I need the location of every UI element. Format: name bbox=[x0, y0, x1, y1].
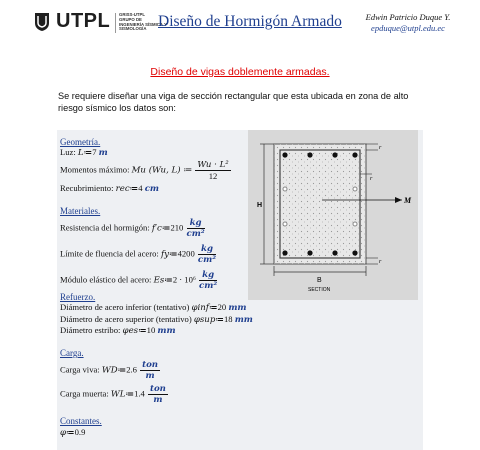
logo-group-line: INGENIERÍA SÍSMICA Y bbox=[119, 21, 167, 27]
phi-sup-value: 18 bbox=[223, 314, 233, 324]
logo-divider bbox=[115, 13, 116, 33]
logo-group-line: GRUPO DE bbox=[119, 16, 142, 22]
label-r-bot: r bbox=[379, 259, 382, 265]
carga-muerta-line: Carga muerta: WL≔1.4 $\frac{\text{ton}}{m}$ bbox=[60, 384, 166, 405]
side-bar bbox=[353, 187, 357, 191]
es-unit-num: kg bbox=[199, 270, 217, 281]
phi-sup-line: Diámetro de acero superior (tentativo) φsup≔18 mm bbox=[60, 314, 253, 325]
heading-materiales: Materiales. bbox=[60, 206, 101, 216]
beam-section-figure bbox=[252, 134, 414, 294]
section-title: Diseño de vigas doblemente armadas. bbox=[150, 66, 330, 78]
luz-label: Luz: bbox=[60, 147, 76, 157]
phi-inf-line: Diámetro de acero inferior (tentativo) φinf≔20 mm bbox=[60, 302, 247, 313]
utpl-logo bbox=[33, 10, 167, 34]
momentos-numerator: Wu · L² bbox=[197, 160, 229, 170]
fy-unit-den: cm² bbox=[197, 255, 217, 265]
recubrimiento-value: 4 bbox=[138, 183, 143, 193]
carga-muerta-unit-num: ton bbox=[149, 384, 166, 394]
carga-muerta-unit-den: m bbox=[153, 395, 163, 405]
phi-line: φ≔0.9 bbox=[60, 427, 86, 438]
es-unit bbox=[199, 270, 217, 291]
fc-unit-num: kg bbox=[187, 218, 205, 229]
momentos-fraction bbox=[195, 160, 230, 181]
top-bar bbox=[282, 152, 287, 157]
momentos-expression: Mu (Wu, L) ≔ bbox=[131, 165, 193, 176]
fc-unit-den: cm² bbox=[186, 229, 205, 239]
author-email: epduque@utpl.edu.ec bbox=[371, 23, 445, 33]
fy-value: 4200 bbox=[177, 248, 195, 259]
fy-line: Límite de fluencia del acero: fy≔4200 $\frac{kg}{\text{cm²}}$ bbox=[60, 244, 217, 265]
side-bar bbox=[283, 187, 287, 191]
heading-constantes: Constantes. bbox=[60, 416, 102, 426]
recubrimiento-symbol: rec bbox=[115, 184, 130, 194]
logo-group-line: SISMOLOGÍA bbox=[119, 26, 147, 32]
label-b: B bbox=[317, 277, 322, 284]
fy-unit-num: kg bbox=[198, 244, 216, 255]
label-r-top: r bbox=[379, 145, 382, 151]
luz-line: Luz: L≔7 m bbox=[60, 147, 108, 158]
carga-viva-label: Carga viva: bbox=[60, 364, 100, 375]
bottom-bar bbox=[282, 250, 287, 255]
phi-es-unit: mm bbox=[157, 326, 176, 336]
carga-muerta-symbol: WL bbox=[110, 389, 126, 400]
side-bar bbox=[283, 222, 287, 226]
phi-value: 0.9 bbox=[74, 427, 86, 437]
bottom-bar bbox=[332, 250, 337, 255]
carga-viva-unit bbox=[140, 360, 160, 381]
author-block bbox=[352, 12, 464, 34]
es-line: Módulo elástico del acero: Es≔2 · 10⁶ $\frac{kg}{\text{cm²}}$ bbox=[60, 270, 218, 291]
side-bar bbox=[353, 222, 357, 226]
recubrimiento-unit: cm bbox=[144, 184, 160, 194]
fc-value: 210 bbox=[170, 222, 184, 233]
top-bar bbox=[332, 152, 337, 157]
bottom-bar bbox=[352, 250, 357, 255]
phi-sup-symbol: φsup bbox=[193, 315, 216, 325]
heading-geometria: Geometría. bbox=[60, 137, 101, 147]
utpl-seal-icon bbox=[33, 12, 51, 32]
top-bar bbox=[307, 152, 312, 157]
phi-sup-unit: mm bbox=[234, 315, 253, 325]
momentos-line bbox=[60, 160, 232, 181]
beam-concrete-texture bbox=[274, 144, 366, 264]
author-name: Edwin Patricio Duque Y. bbox=[365, 12, 451, 22]
phi-es-symbol: φes bbox=[122, 326, 139, 336]
phi-symbol: φ bbox=[60, 428, 67, 438]
document-title: Diseño de Hormigón Armado bbox=[158, 13, 342, 30]
label-m: M bbox=[404, 196, 412, 205]
luz-unit: m bbox=[98, 148, 108, 158]
label-section: SECTION bbox=[308, 287, 331, 293]
es-value: 2 · 10⁶ bbox=[172, 274, 196, 285]
carga-viva-value: 2.6 bbox=[126, 364, 137, 375]
carga-muerta-unit bbox=[148, 384, 168, 405]
momentos-label: Momentos máximo: bbox=[60, 164, 130, 175]
moment-arrowhead bbox=[395, 197, 402, 203]
phi-sup-label: Diámetro de acero superior (tentativo) bbox=[60, 314, 192, 324]
heading-carga: Carga. bbox=[60, 348, 84, 358]
phi-es-line: Diámetro estribo: φes≔10 mm bbox=[60, 325, 176, 336]
carga-muerta-value: 1.4 bbox=[134, 388, 145, 399]
label-h: H bbox=[257, 202, 263, 209]
momentos-denominator: 12 bbox=[208, 171, 218, 181]
fc-symbol: f′c bbox=[151, 223, 162, 234]
phi-inf-unit: mm bbox=[228, 303, 247, 313]
es-symbol: Es bbox=[153, 275, 165, 286]
label-r-mid: r bbox=[370, 176, 373, 182]
phi-inf-value: 20 bbox=[217, 302, 227, 312]
carga-viva-unit-den: m bbox=[145, 371, 155, 381]
bottom-bar bbox=[307, 250, 312, 255]
fc-unit bbox=[187, 218, 205, 239]
es-unit-den: cm² bbox=[199, 281, 218, 291]
logo-text: UTPL bbox=[56, 10, 111, 32]
phi-es-label: Diámetro estribo: bbox=[60, 325, 121, 335]
luz-symbol: L bbox=[77, 148, 84, 158]
fy-label: Límite de fluencia del acero: bbox=[60, 248, 159, 259]
heading-refuerzo: Refuerzo. bbox=[60, 292, 96, 302]
carga-muerta-label: Carga muerta: bbox=[60, 388, 109, 399]
fy-unit bbox=[198, 244, 216, 265]
carga-viva-unit-num: ton bbox=[142, 360, 159, 370]
fc-line: Resistencia del hormigón: f′c≔210 $\frac{kg}{\text{cm²}}$ bbox=[60, 218, 205, 239]
intro-paragraph: Se requiere diseñar una viga de sección rectangular que esta ubicada en zona de alto riesgo sísmico los datos son: bbox=[58, 91, 409, 113]
phi-inf-symbol: φinf bbox=[191, 303, 209, 313]
logo-group-line: GRISS-UTPL bbox=[119, 12, 146, 17]
luz-value: 7 bbox=[92, 147, 97, 157]
top-bar bbox=[352, 152, 357, 157]
carga-viva-line: Carga viva: WD≔2.6 $\frac{\text{ton}}{m}$ bbox=[60, 360, 159, 381]
phi-es-value: 10 bbox=[146, 325, 156, 335]
es-label: Módulo elástico del acero: bbox=[60, 274, 152, 285]
recubrimiento-line: Recubrimiento: rec≔4 cm bbox=[60, 183, 160, 194]
page-header bbox=[0, 0, 480, 44]
phi-inf-label: Diámetro de acero inferior (tentativo) bbox=[60, 302, 190, 312]
recubrimiento-label: Recubrimiento: bbox=[60, 183, 114, 193]
fy-symbol: fy bbox=[160, 249, 169, 260]
fc-label: Resistencia del hormigón: bbox=[60, 222, 150, 233]
carga-viva-symbol: WD bbox=[101, 365, 118, 376]
